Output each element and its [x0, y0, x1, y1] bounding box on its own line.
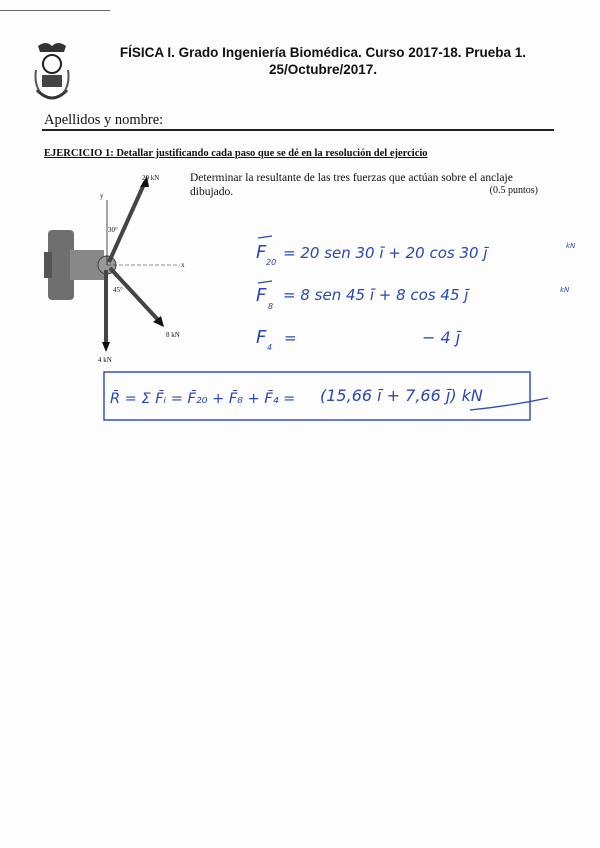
hw-resultant-expression: R̄ = Σ F̄ᵢ = F̄₂₀ + F̄₈ + F̄₄ =	[110, 391, 296, 407]
hw-f4-subscript: 4	[267, 343, 273, 352]
label-45deg: 45°	[113, 286, 123, 294]
y-axis-label: y	[100, 192, 104, 200]
hw-f8-symbol: F	[256, 285, 267, 306]
hw-f8-subscript: 8	[268, 302, 274, 311]
exercise-heading: EJERCICIO 1: Detallar justificando cada paso que se dé en la resolución del ejercicio	[44, 148, 428, 159]
label-30deg: 30°	[108, 226, 118, 234]
hw-f4-components: − 4 j̄	[422, 328, 461, 347]
exercise-statement: Determinar la resultante de las tres fuerzas que actúan sobre el anclaje dibujado.	[190, 172, 513, 198]
label-4kn: 4 kN	[98, 356, 112, 364]
hw-resultant-value: (15,66 ī + 7,66 j̄) kN	[320, 386, 483, 405]
exam-title-line2: 25/Octubre/2017.	[268, 62, 378, 77]
exam-title-line1: FÍSICA I. Grado Ingeniería Biomédica. Curso 2017-18. Prueba 1.	[119, 45, 527, 60]
hw-f8-components: = 8 sen 45 ī + 8 cos 45 j̄	[283, 286, 469, 304]
label-8kn: 8 kN	[166, 331, 180, 339]
hw-f8-unit: kN	[560, 286, 570, 294]
hw-f20-subscript: 20	[266, 258, 277, 267]
hw-f20-unit: kN	[566, 242, 576, 250]
name-field-label: Apellidos y nombre:	[44, 112, 164, 128]
hw-f20-components: = 20 sen 30 ī + 20 cos 30 j̄	[283, 244, 488, 262]
vector-arrow-f20	[258, 236, 272, 238]
exercise-points: (0.5 puntos)	[489, 185, 538, 196]
hw-f4-equals: =	[284, 329, 297, 347]
hw-f4-symbol: F	[256, 327, 267, 348]
vector-arrow-f8	[258, 281, 272, 283]
x-axis-label: x	[181, 261, 185, 269]
hw-f20-symbol: F	[256, 242, 267, 263]
label-20kn: 20 kN	[142, 174, 160, 182]
